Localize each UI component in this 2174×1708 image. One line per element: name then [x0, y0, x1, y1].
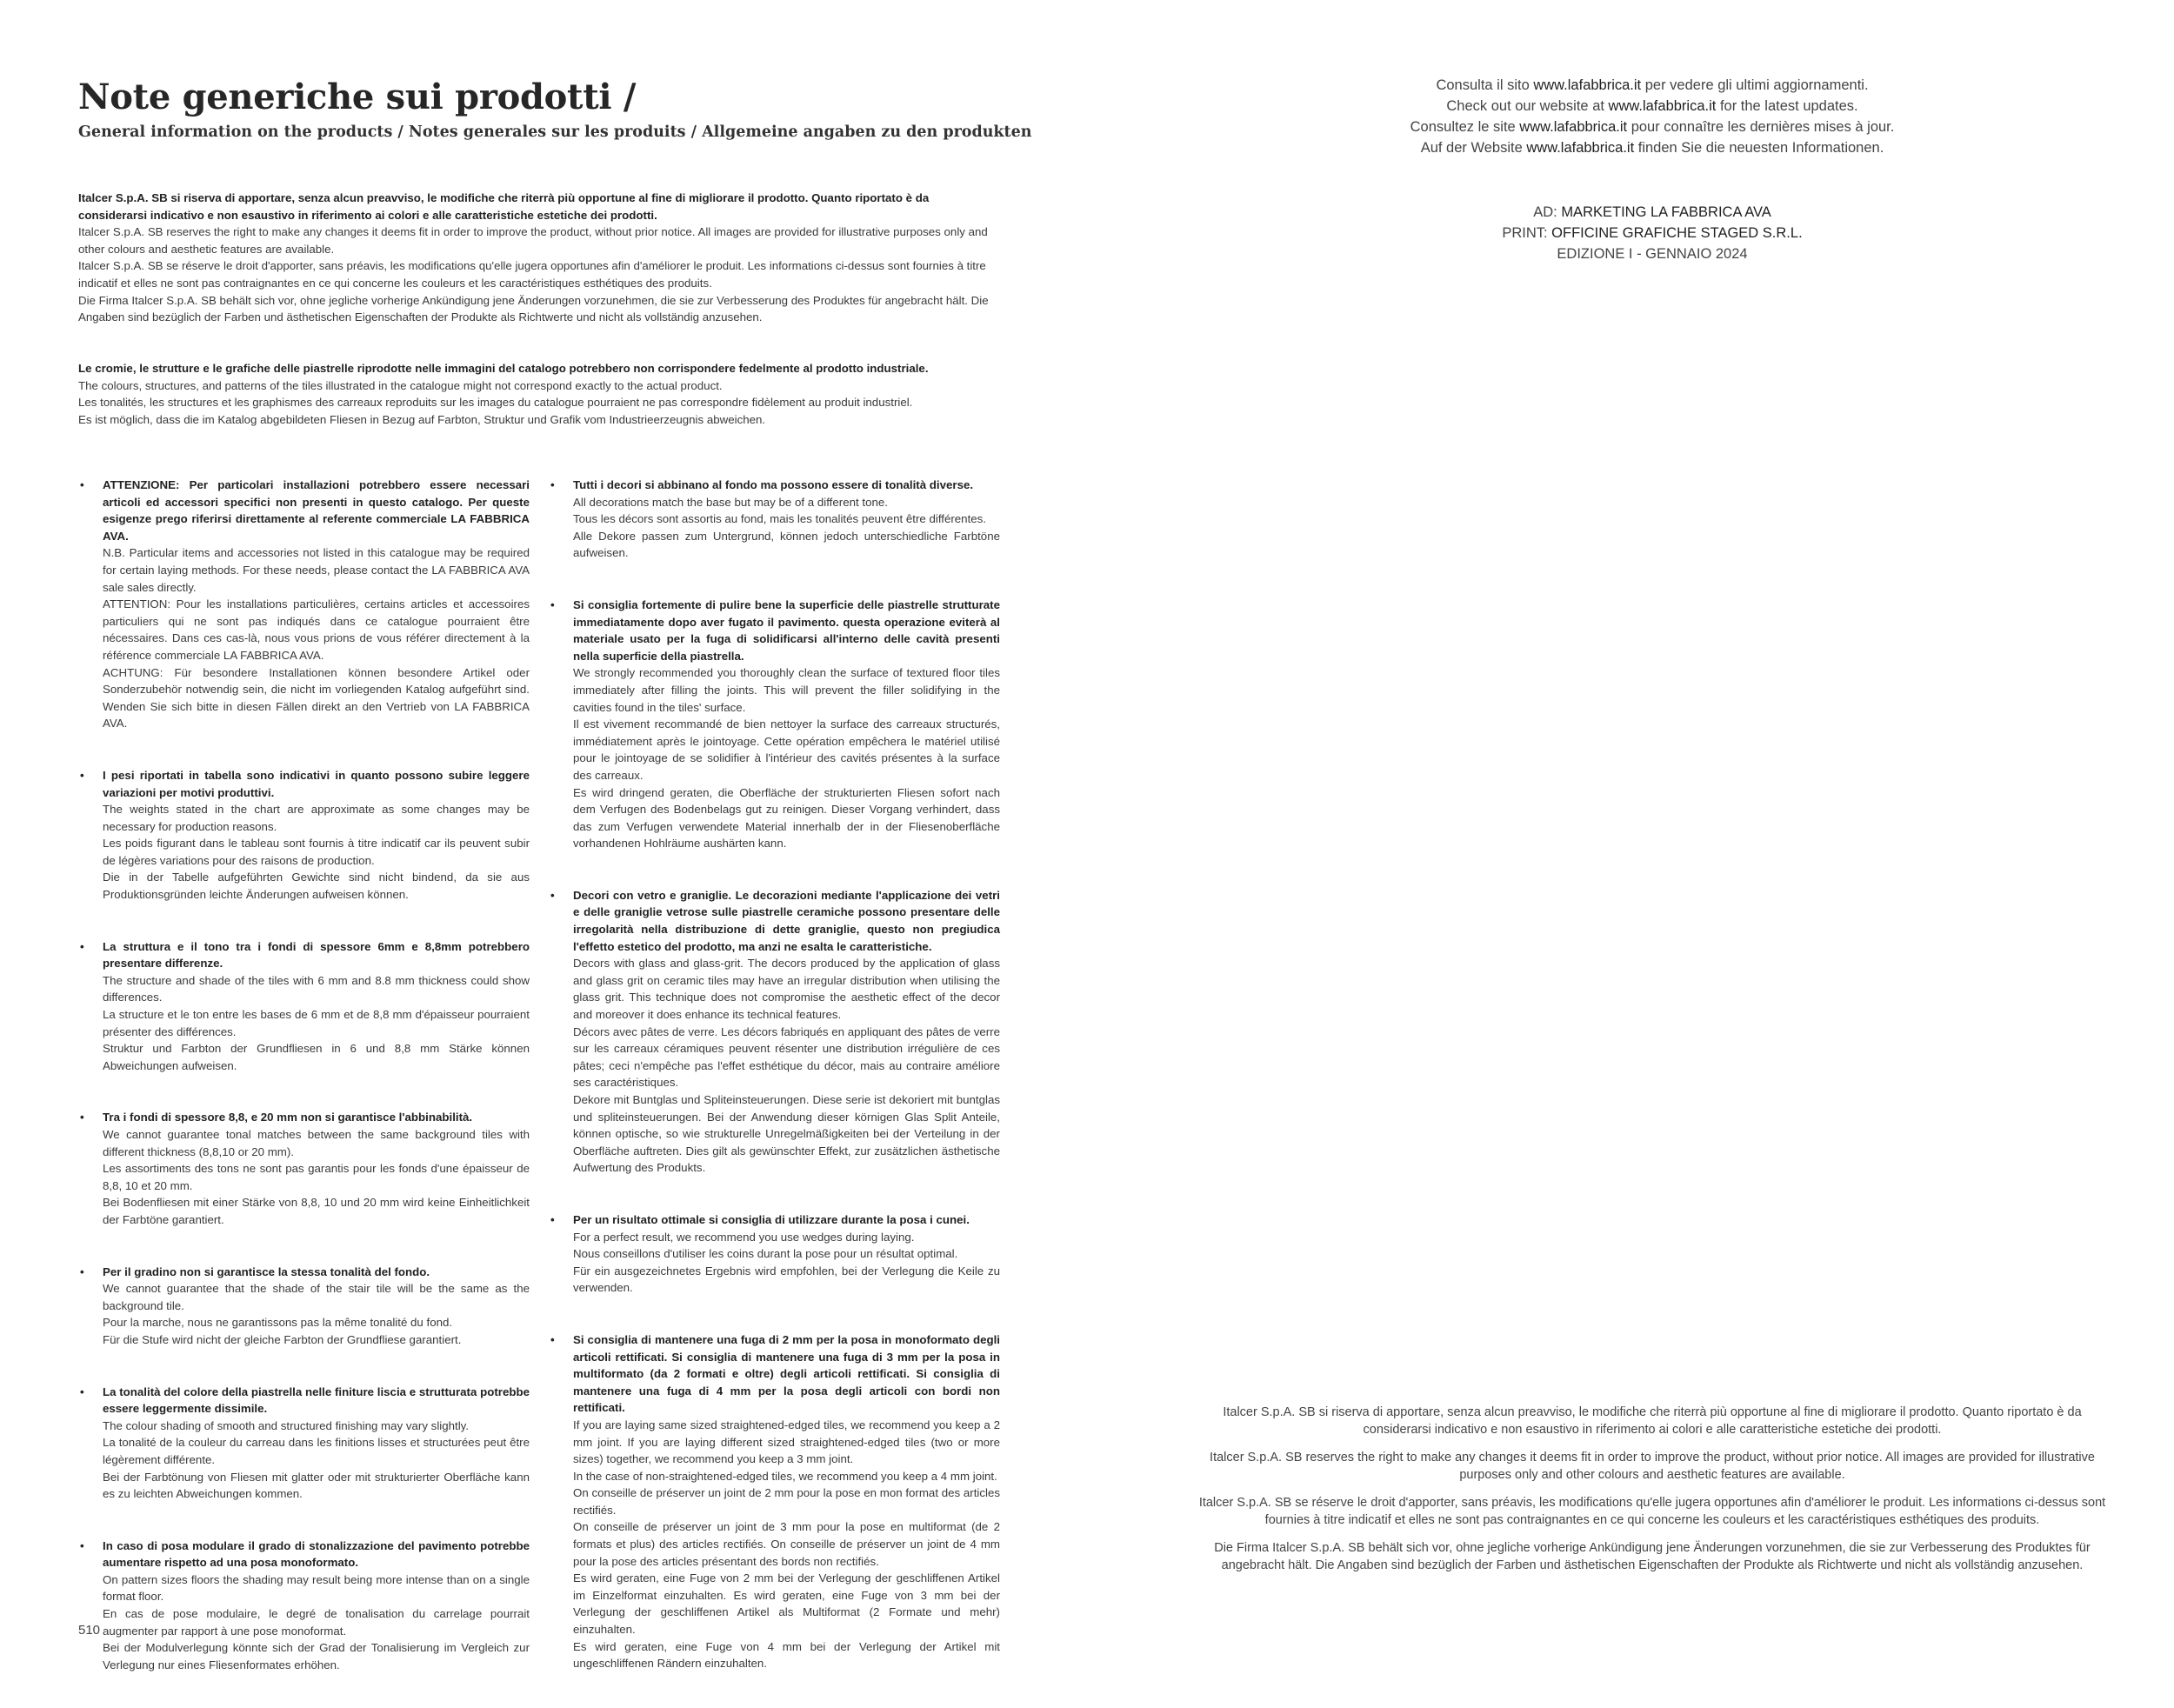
note-text: Bei Bodenfliesen mit einer Stärke von 8,8, 10 und 20 mm wird keine Einheitlichkeit der Farbtöne garantiert. — [103, 1196, 530, 1226]
website-fr-post: pour connaître les dernières mises à jour. — [1627, 119, 1895, 135]
note-item — [90, 767, 530, 904]
page-number: 510 — [78, 1623, 101, 1638]
note-text: We cannot guarantee that the shade of the stair tile will be the same as the background tile. — [103, 1282, 530, 1312]
website-it-pre: Consulta il sito — [1436, 77, 1534, 93]
website-link-fr[interactable]: www.lafabbrica.it — [1519, 119, 1628, 135]
note-heading: • Per un risultato ottimale si consiglia di utilizzare durante la posa i cunei. — [573, 1212, 970, 1226]
note-text: ACHTUNG: Für besondere Installationen können besondere Artikel oder Sonderzubehör notwendig sein, die nicht im vorliegenden Katalog aufgeführt sind. Wenden Sie sich bitte in diesen Fällen direkt an den Vertrieb von LA FABBRICA AVA. — [103, 665, 530, 731]
website-de-pre: Auf der Website — [1420, 140, 1527, 156]
intro-paragraph-1 — [78, 190, 1000, 326]
notes-list-left — [90, 477, 530, 1673]
note-text: Es wird dringend geraten, die Oberfläche der strukturierten Fliesen sofort nach dem Verfugen des Bodenbelags gut zu reinigen. Dieser Vorgang verhindert, dass das zum Verfugen verwendete Material innerhalb der in der Fliesenoberfläche vorhandenen Hohlräume aushärten kann. — [573, 785, 1000, 851]
note-text: Bei der Farbtönung von Fliesen mit glatter oder mit strukturierter Oberfläche kann es zu leichten Abweichungen kommen. — [103, 1470, 530, 1501]
note-heading: • Decori con vetro e graniglie. Le decorazioni mediante l'applicazione dei vetri e delle graniglie vetrose sulle piastrelle ceramiche possono presentare delle irregolarità nella distribuzione di dette graniglie, questo non pregiudica l'effetto estetico del prodotto, ma anzi ne esalta le caratteristiche. — [573, 888, 1000, 953]
website-line-fr — [1287, 117, 2017, 137]
note-text: Il est vivement recommandé de bien nettoyer la surface des carreaux structurés, immédiatement après le jointoyage. Cette opération empêchera le matériel utilisé pour le jointoyage de se solidifier à l'intérieur des cavités présentes à la surface des carreaux. — [573, 717, 1000, 782]
note-item — [90, 1384, 530, 1503]
note-text: ATTENTION: Pour les installations particulières, certains articles et accessoires particuliers qui ne sont pas indiqués dans ce catalogue pourraient être nécessaires. Dans ces cas-là, nous vous prions de vous référer directement à la référence commerciale LA FABBRICA AVA. — [103, 597, 530, 662]
notes-list-right — [561, 477, 1000, 1672]
note-text: We strongly recommended you thoroughly clean the surface of textured floor tiles immediately after filling the joints. This will prevent the filler solidifying in the cavities found in the tiles' surface. — [573, 666, 1000, 714]
note-heading: • Si consiglia fortemente di pulire bene la superficie delle piastrelle strutturate immediatamente dopo aver fugato il pavimento. questa operazione eviterà al materiale usato per la fuga di solidificarsi all'interno delle cavità presenti nella superficie della piastrella. — [573, 597, 1000, 663]
note-heading: • Tutti i decori si abbinano al fondo ma possono essere di tonalità diverse. — [573, 478, 974, 491]
note-item — [561, 477, 1000, 562]
note-text: N.B. Particular items and accessories not listed in this catalogue may be required for certain laying methods. For these needs, please contact the LA FABBRICA AVA sale sales directly. — [103, 546, 530, 594]
note-text: Nous conseillons d'utiliser les coins durant la pose pour un résultat optimal. — [573, 1247, 958, 1261]
note-text: In the case of non-straightened-edged tiles, we recommend you keep a 4 mm joint. — [573, 1469, 997, 1483]
disclaimer-it: Italcer S.p.A. SB si riserva di apportare, senza alcun preavviso, le modifiche che riterrà più opportune al fine di migliorare il prodotto. Quanto riportato è da considerarsi indicativo e non esaustivo in riferimento ai colori e alle caratteristiche estetiche dei prodotti. — [1223, 1405, 2082, 1437]
note-text: Tous les décors sont assortis au fond, mais les tonalités peuvent être différentes. — [573, 512, 987, 526]
credit-edition: EDIZIONE I - GENNAIO 2024 — [1557, 246, 1748, 262]
note-text: Es wird geraten, eine Fuge von 4 mm bei der Verlegung der Artikel mit ungeschliffenen Rändern einzuhalten. — [573, 1639, 1000, 1671]
website-line-de — [1287, 137, 2017, 158]
intro-p2-it: Le cromie, le strutture e le grafiche delle piastrelle riprodotte nelle immagini del catalogo potrebbero non corrispondere fedelmente al prodotto industriale. — [78, 362, 929, 375]
note-text: Es wird geraten, eine Fuge von 2 mm bei der Verlegung der geschliffenen Artikel im Einzelformat einzuhalten. Es wird geraten, eine Fuge von 3 mm bei der Verlegung der geschliffenen Artikel als Multiformat (2 Formate und mehr) einzuhalten. — [573, 1571, 1000, 1637]
note-item — [90, 1264, 530, 1349]
note-text: Decors with glass and glass-grit. The decors produced by the application of glass and glass grit on ceramic tiles may have an irregular distribution when utilising the glass grit. This technique does not compromise the aesthetic effect of the decor and moreover it does enhance its technical features. — [573, 957, 1000, 1022]
intro-p2-fr: Les tonalités, les structures et les graphismes des carreaux reproduits sur les images du catalogue pourraient ne pas correspondre fidèlement au produit industriel. — [78, 396, 913, 410]
website-en-pre: Check out our website at — [1446, 98, 1609, 114]
note-text: The structure and shade of the tiles with 6 mm and 8.8 mm thickness could show differences. — [103, 973, 530, 1004]
note-text: Dekore mit Buntglas und Spliteinsteuerungen. Diese serie ist dekoriert mit buntglas und spliteinsteuerungen. Bei der Anwendung dieser körnigen Glas Split Anteile, können optische, so wie strukturelle Unregelmäßigkeiten bei der Verteilung in der Oberfläche auftreten. Dies gilt als gewünschter Effekt, zur zusätzlichen ästhetische Aufwertung des Produkts. — [573, 1093, 1000, 1175]
note-item — [90, 938, 530, 1075]
note-heading: • In caso di posa modulare il grado di stonalizzazione del pavimento potrebbe aumentare rispetto ad una posa monoformato. — [103, 1538, 530, 1570]
notes-column-left — [90, 477, 530, 1708]
note-heading: • Tra i fondi di spessore 8,8, e 20 mm non si garantisce l'abbinabilità. — [103, 1111, 473, 1124]
website-fr-pre: Consultez le site — [1410, 119, 1520, 135]
page-title: Note generiche sui prodotti / — [78, 77, 637, 117]
note-text: We cannot guarantee tonal matches between the same background tiles with different thickness (8,8,10 or 20 mm). — [103, 1128, 530, 1158]
note-heading: • La struttura e il tono tra i fondi di spessore 6mm e 8,8mm potrebbero presentare differenze. — [103, 939, 530, 971]
intro-p1-en: Italcer S.p.A. SB reserves the right to make any changes it deems fit in order to improve the product, without prior notice. All images are provided for illustrative purposes only and other colours and aesthetic features are available. — [78, 225, 988, 256]
intro-p1-de: Die Firma Italcer S.p.A. SB behält sich vor, ohne jegliche vorherige Ankündigung jene Änderungen vorzunehmen, die sie zur Verbesserung des Produktes für angebracht hält. Die Angaben sind bezüglich der Farben und ästhetischen Eigenschaften der Produkte als Richtwerte und nicht als vollständig anzusehen. — [78, 293, 989, 324]
note-text: For a perfect result, we recommend you use wedges during laying. — [573, 1230, 915, 1244]
website-link-en[interactable]: www.lafabbrica.it — [1608, 98, 1717, 114]
disclaimer-de: Die Firma Italcer S.p.A. SB behält sich vor, ohne jegliche vorherige Ankündigung jene Änderungen vorzunehmen, die sie zur Verbesserung des Produktes für angebracht hält. Die Angaben sind bezüglich der Farben und ästhetischen Eigenschaften der Produkte als Richtwerte und nicht als vollständig anzusehen. — [1214, 1541, 2091, 1572]
website-it-post: per vedere gli ultimi aggiornamenti. — [1641, 77, 1869, 93]
credit-print-value: OFFICINE GRAFICHE STAGED S.R.L. — [1551, 225, 1803, 241]
note-text: Pour la marche, nous ne garantissons pas la même tonalité du fond. — [103, 1316, 453, 1330]
note-text: The weights stated in the chart are approximate as some changes may be necessary for production reasons. — [103, 803, 530, 833]
note-text: Struktur und Farbton der Grundfliesen in 6 und 8,8 mm Stärke können Abweichungen aufweisen. — [103, 1042, 530, 1072]
website-en-post: for the latest updates. — [1716, 98, 1858, 114]
website-line-it — [1287, 75, 2017, 96]
website-link-it[interactable]: www.lafabbrica.it — [1533, 77, 1642, 93]
website-notice — [1287, 75, 2017, 158]
disclaimer-en: Italcer S.p.A. SB reserves the right to make any changes it deems fit in order to improve the product, without prior notice. All images are provided for illustrative purposes only and other colours and aesthetic features are available. — [1210, 1451, 2095, 1482]
note-item — [561, 1331, 1000, 1672]
note-heading: • Per il gradino non si garantisce la stessa tonalità del fondo. — [103, 1264, 430, 1278]
page-subtitle: General information on the products / Notes generales sur les produits / Allgemeine angaben zu den produkten — [78, 123, 1032, 141]
note-item — [90, 1538, 530, 1674]
credit-ad — [1287, 202, 2017, 223]
credit-print-label: PRINT: — [1502, 225, 1552, 241]
note-text: The colour shading of smooth and structured finishing may vary slightly. — [103, 1418, 470, 1432]
note-text: On pattern sizes floors the shading may result being more intense than on a single format floor. — [103, 1572, 530, 1604]
note-text: Bei der Modulverlegung könnte sich der Grad der Tonalisierung im Vergleich zur Verlegung nur eines Fliesenformates erhöhen. — [103, 1641, 530, 1671]
note-text: La tonalité de la couleur du carreau dans les finitions lisses et structurées peut être légèrement différente. — [103, 1436, 530, 1466]
website-link-de[interactable]: www.lafabbrica.it — [1526, 140, 1635, 156]
credit-ad-value: MARKETING LA FABBRICA AVA — [1561, 204, 1771, 220]
note-item — [90, 1109, 530, 1228]
note-item — [90, 477, 530, 732]
intro-p2-de: Es ist möglich, dass die im Katalog abgebildeten Fliesen in Bezug auf Farbton, Struktur und Grafik vom Industrieerzeugnis abweichen. — [78, 412, 766, 426]
note-text: Décors avec pâtes de verre. Les décors fabriqués en appliquant des pâtes de verre sur les carreaux céramiques peuvent résenter une distribution irrégulière de ces pâtes; ceci n'empêche pas l'effet esthétique du décor, mais au contraire améliore ses caractéristiques. — [573, 1024, 1000, 1090]
note-text: Die in der Tabelle aufgeführten Gewichte sind nicht bindend, da sie aus Produktionsgründen leichte Änderungen aufweisen können. — [103, 871, 530, 902]
notes-column-right — [561, 477, 1000, 1707]
note-heading: • ATTENZIONE: Per particolari installazioni potrebbero essere necessari articoli ed accessori specifici non presenti in questo catalogo. Per queste esigenze prego riferirsi direttamente al referente commerciale LA FABBRICA AVA. — [103, 478, 530, 543]
note-text: On conseille de préserver un joint de 3 mm pour la pose en multiformat (de 2 formats et plus) des articles rectifiés. On conseille de préserver un joint de 4 mm pour la pose des articles présentant des bords non rectifiés. — [573, 1520, 1000, 1568]
note-text: All decorations match the base but may be of a different tone. — [573, 495, 888, 509]
note-text: La structure et le ton entre les bases de 6 mm et de 8,8 mm d'épaisseur pourraient présenter des différences. — [103, 1008, 530, 1038]
note-item — [561, 597, 1000, 852]
credit-ad-label: AD: — [1533, 204, 1562, 220]
note-text: On conseille de préserver un joint de 2 mm pour la pose en mon format des articles rectifiés. — [573, 1486, 1000, 1517]
credit-print — [1287, 223, 2017, 244]
note-text: Alle Dekore passen zum Untergrund, können jedoch unterschiedliche Farbtöne aufweisen. — [573, 529, 1000, 560]
print-credits — [1287, 202, 2017, 264]
note-text: En cas de pose modulaire, le degré de tonalisation du carrelage pourrait augmenter par rapport à une pose monoformat. — [103, 1607, 530, 1638]
disclaimer-fr: Italcer S.p.A. SB se réserve le droit d'apporter, sans préavis, les modifications qu'elle jugera opportunes afin d'améliorer le produit. Les informations ci-dessus sont fournies à titre indicatif et elles ne sont pas contraignantes en ce qui concerne les couleurs et les caractéristiques esthétiques des produits. — [1198, 1496, 2106, 1527]
note-heading: • La tonalità del colore della piastrella nelle finiture liscia e strutturata potrebbe essere leggermente dissimile. — [103, 1384, 530, 1416]
note-text: Les poids figurant dans le tableau sont fournis à titre indicatif car ils peuvent subir de légères variations pour des raisons de production. — [103, 837, 530, 867]
note-item — [561, 887, 1000, 1177]
intro-paragraph-2 — [78, 360, 1000, 428]
note-text: Für ein ausgezeichnetes Ergebnis wird empfohlen, bei der Verlegung die Keile zu verwenden. — [573, 1264, 1000, 1295]
website-de-post: finden Sie die neuesten Informationen. — [1634, 140, 1884, 156]
intro-p1-fr: Italcer S.p.A. SB se réserve le droit d'apporter, sans préavis, les modifications qu'elle jugera opportunes afin d'améliorer le produit. Les informations ci-dessus sont fournies à titre indicatif et elles ne sont pas contraignantes en ce qui concerne les couleurs et les caractéristiques esthétiques des produits. — [78, 259, 986, 290]
note-heading: • I pesi riportati in tabella sono indicativi in quanto possono subire leggere variazioni per motivi produttivi. — [103, 768, 530, 799]
note-heading: • Si consiglia di mantenere una fuga di 2 mm per la posa in monoformato degli articoli rettificati. Si consiglia di mantenere una fuga di 3 mm per la posa in multiformato (da 2 formati e oltre) degli articoli rettificati. Si consiglia di mantenere una fuga di 4 mm per la posa degli articoli con bordi non rettificati. — [573, 1332, 1000, 1415]
note-text: Für die Stufe wird nicht der gleiche Farbton der Grundfliese garantiert. — [103, 1332, 462, 1346]
note-item — [561, 1211, 1000, 1297]
website-line-en — [1287, 96, 2017, 117]
intro-p2-en: The colours, structures, and patterns of the tiles illustrated in the catalogue might not correspond exactly to the actual product. — [78, 378, 723, 392]
disclaimer-block — [1191, 1404, 2113, 1585]
note-text: If you are laying same sized straightened-edged tiles, we recommend you keep a 2 mm joint. If you are laying different sized straightened-edged tiles (two or more sizes) together, we recommend you keep a 3 mm joint. — [573, 1418, 1000, 1466]
note-text: Les assortiments des tons ne sont pas garantis pour les fonds d'une épaisseur de 8,8, 10 et 20 mm. — [103, 1162, 530, 1192]
intro-p1-it: Italcer S.p.A. SB si riserva di apportare, senza alcun preavviso, le modifiche che riterrà più opportune al fine di migliorare il prodotto. Quanto riportato è da considerarsi indicativo e non esaustivo in riferimento ai colori e alle caratteristiche estetiche dei prodotti. — [78, 191, 930, 222]
